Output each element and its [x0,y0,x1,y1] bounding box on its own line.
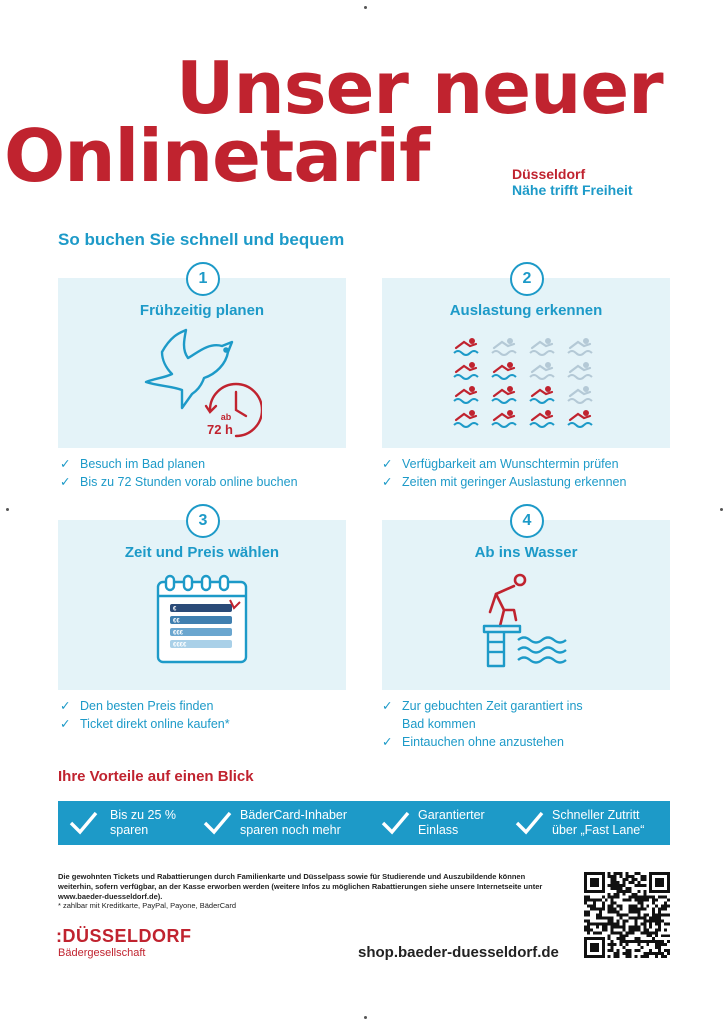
benefit-item: Bis zu 25 % sparen [68,801,208,845]
step-number: 2 [510,262,544,296]
headline-line1: Unser neuer [176,46,663,130]
swimmer-icon [454,410,478,427]
check-icon: ✓ [382,475,393,489]
benefits-heading: Ihre Vorteile auf einen Blick [58,768,254,785]
step-title: Auslastung erkennen [449,302,603,319]
swimmer-icon [492,386,516,403]
swimmer-icon [530,362,554,379]
logo: :DÜSSELDORF [56,926,192,946]
check-item: ✓ Verfügbarkeit am Wunschtermin prüfen [382,457,619,471]
qr-code[interactable] [584,872,670,958]
step-title: Zeit und Preis wählen [124,544,280,561]
benefit-item: Garantierter Einlass [380,801,520,845]
tagline-slogan: Nähe trifft Freiheit [512,182,633,198]
price-level: €€€€ [173,642,187,649]
check-item: ✓ Zeiten mit geringer Auslastung erkennen [382,475,627,489]
price-level: €€ [173,618,180,625]
footnote: * zahlbar mit Kreditkarte, PayPal, Payone, BäderCard [58,901,237,910]
step-title: Ab ins Wasser [474,544,578,561]
check-icon: ✓ [382,457,393,471]
step-number: 3 [186,504,220,538]
benefit-item: Schneller Zutritt über „Fast Lane“ [514,801,670,845]
diver-icon [478,572,578,672]
calendar-price-icon [154,574,250,666]
crop-mark [6,508,9,511]
swimmer-icon [568,362,592,379]
price-level: € [173,606,177,613]
price-level: €€€ [173,630,184,637]
swimmer-icon [454,338,478,355]
check-icon: ✓ [382,699,393,713]
swimmer-icon [492,410,516,427]
swimmer-icon [568,410,592,427]
check-icon: ✓ [60,475,71,489]
subheading: So buchen Sie schnell und bequem [58,230,345,249]
swimmer-icon [530,338,554,355]
check-item: ✓ Eintauchen ohne anzustehen [382,735,564,749]
logo-subtitle: Bädergesellschaft [58,947,146,959]
step-card-1 [58,278,346,448]
step-card-2 [382,278,670,448]
check-icon [380,807,410,837]
check-icon [202,807,232,837]
check-item-continuation: Bad kommen [402,717,476,731]
swimmer-icon [454,386,478,403]
check-icon: ✓ [60,699,71,713]
swimmer-icon [568,386,592,403]
fineprint: Die gewohnten Tickets und Rabattierungen durch Familienkarte und Düsselpass sowie für Studierende und Auszubildende können weiterhin, sofern verfügbar, an der Kasse erworben werden (weitere Infos zu möglichen Rabattierungen siehe unsere Internetseite unter www.baeder-duesseldorf.de). [58,872,543,901]
crop-mark [364,1016,367,1019]
check-icon: ✓ [382,735,393,749]
swimmer-icon [530,410,554,427]
step-number: 1 [186,262,220,296]
headline-line2: Onlinetarif [4,114,430,198]
swimmer-icon [454,362,478,379]
step-card-3 [58,520,346,690]
swimmer-icon [492,338,516,355]
benefit-item: BäderCard-Inhaber sparen noch mehr [202,801,372,845]
check-icon [68,807,98,837]
step-number: 4 [510,504,544,538]
check-item: ✓ Besuch im Bad planen [60,457,206,471]
swimmer-icon [530,386,554,403]
icon-label-bottom: 72 h [206,422,234,437]
swimmer-icon [492,362,516,379]
check-item: ✓ Ticket direkt online kaufen* [60,717,230,731]
crop-mark [364,6,367,9]
check-item: ✓ Den besten Preis finden [60,699,214,713]
tagline-city: Düsseldorf [512,166,586,182]
step-card-4 [382,520,670,690]
check-item: ✓ Zur gebuchten Zeit garantiert ins [382,699,583,713]
bird-clock-icon [142,324,262,440]
icon-label-top: ab [220,412,232,422]
check-icon: ✓ [60,457,71,471]
crop-mark [720,508,723,511]
benefits-bar [58,801,670,845]
check-icon [514,807,544,837]
shop-url-link[interactable]: shop.baeder-duesseldorf.de [358,944,559,961]
swimmer-icon [568,338,592,355]
swimmer-grid [452,336,612,432]
check-icon: ✓ [60,717,71,731]
check-item: ✓ Bis zu 72 Stunden vorab online buchen [60,475,298,489]
step-title: Frühzeitig planen [139,302,265,319]
